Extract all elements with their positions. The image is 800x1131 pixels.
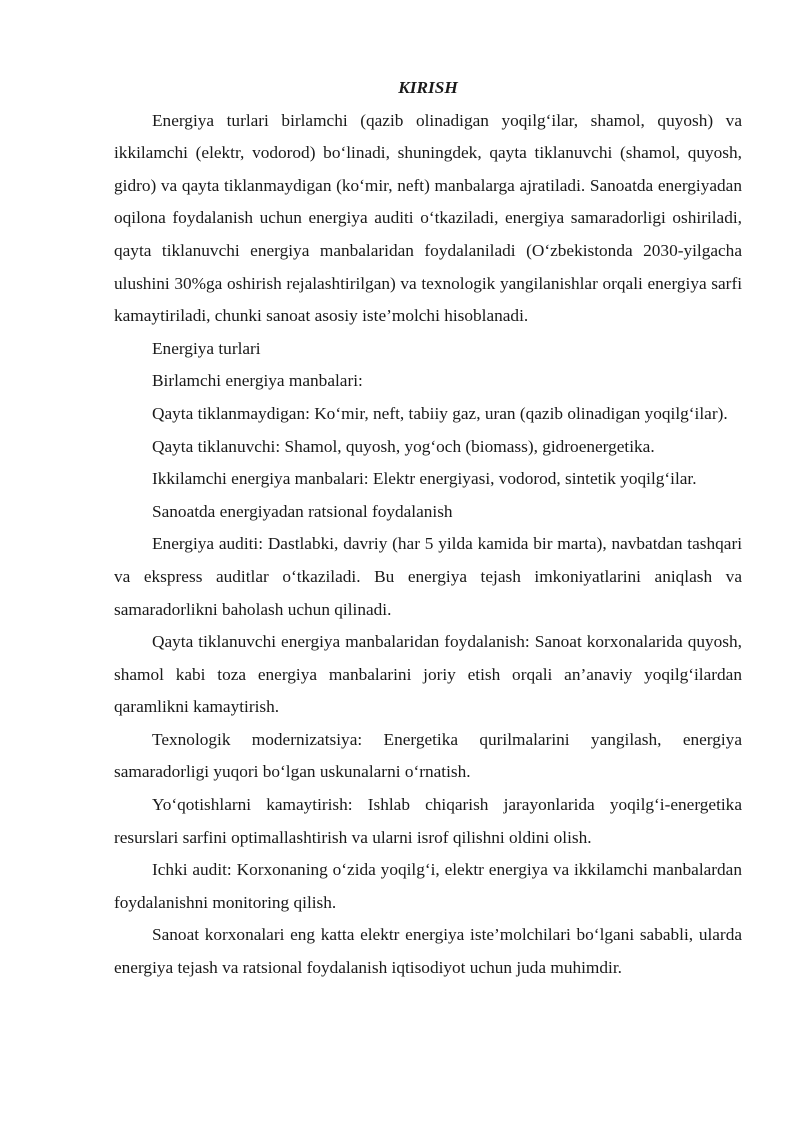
paragraph-renewable: Qayta tiklanuvchi: Shamol, quyosh, yog‘och (biomass), gidroenergetika. xyxy=(152,436,655,456)
page-title: KIRISH xyxy=(398,78,458,97)
paragraph-intro: Energiya turlari birlamchi (qazib olinadigan yoqilg‘ilar, shamol, quyosh) va ikkilamchi (elektr, vodorod) bo‘linadi, shuningdek, qayta tiklanuvchi (shamol, quyosh, gidro) va qayta tiklanmaydigan (ko‘mir, neft) manbalarga ajratiladi. Sanoatda energiyadan oqilona foydalanish uchun energiya auditi o‘tkaziladi, energiya samaradorligi oshiriladi, qayta tiklanuvchi energiya manbalaridan foydalaniladi (O‘zbekistonda 2030-yilgacha ulushini 30%ga oshirish rejalashtirilgan) va texnologik yangilanishlar orqali energiya sarfi kamaytiriladi, chunki sanoat asosiy iste’molchi hisoblanadi. xyxy=(114,110,742,326)
paragraph-rational-use-heading: Sanoatda energiyadan ratsional foydalanish xyxy=(152,501,453,521)
paragraph-energy-audit: Energiya auditi: Dastlabki, davriy (har 5 yilda kamida bir marta), navbatdan tashqari va ekspress auditlar o‘tkaziladi. Bu energiya tejash imkoniyatlarini aniqlash va samaradorlikni baholash uchun qilinadi. xyxy=(114,534,742,619)
paragraph-energy-types-heading: Energiya turlari xyxy=(152,338,261,358)
paragraph-renewable-use: Qayta tiklanuvchi energiya manbalaridan foydalanish: Sanoat korxonalarida quyosh, shamol kabi toza energiya manbalarini joriy etish orqali an’anaviy yoqilg‘ilardan qaramlikni kamaytirish. xyxy=(114,632,742,717)
paragraph-internal-audit: Ichki audit: Korxonaning o‘zida yoqilg‘i, elektr energiya va ikkilamchi manbalardan foydalanishni monitoring qilish. xyxy=(114,860,742,912)
paragraph-tech-modernization: Texnologik modernizatsiya: Energetika qurilmalarini yangilash, energiya samaradorligi yuqori bo‘lgan uskunalarni o‘rnatish. xyxy=(114,729,742,782)
paragraph-loss-reduction: Yo‘qotishlarni kamaytirish: Ishlab chiqarish jarayonlarida yoqilg‘i-energetika resurslari sarfini optimallashtirish va ularni isrof qilishni oldini olish. xyxy=(114,795,742,847)
paragraph-conclusion: Sanoat korxonalari eng katta elektr energiya iste’molchilari bo‘lgani sababli, ularda energiya tejash va ratsional foydalanish iqtisodiyot uchun juda muhimdir. xyxy=(114,925,742,978)
paragraph-non-renewable: Qayta tiklanmaydigan: Ko‘mir, neft, tabiiy gaz, uran (qazib olinadigan yoqilg‘ilar). xyxy=(152,403,728,423)
paragraph-primary-sources: Birlamchi energiya manbalari: xyxy=(152,371,363,391)
document-body xyxy=(114,72,742,985)
paragraph-secondary-sources: Ikkilamchi energiya manbalari: Elektr energiyasi, vodorod, sintetik yoqilg‘ilar. xyxy=(152,469,697,489)
